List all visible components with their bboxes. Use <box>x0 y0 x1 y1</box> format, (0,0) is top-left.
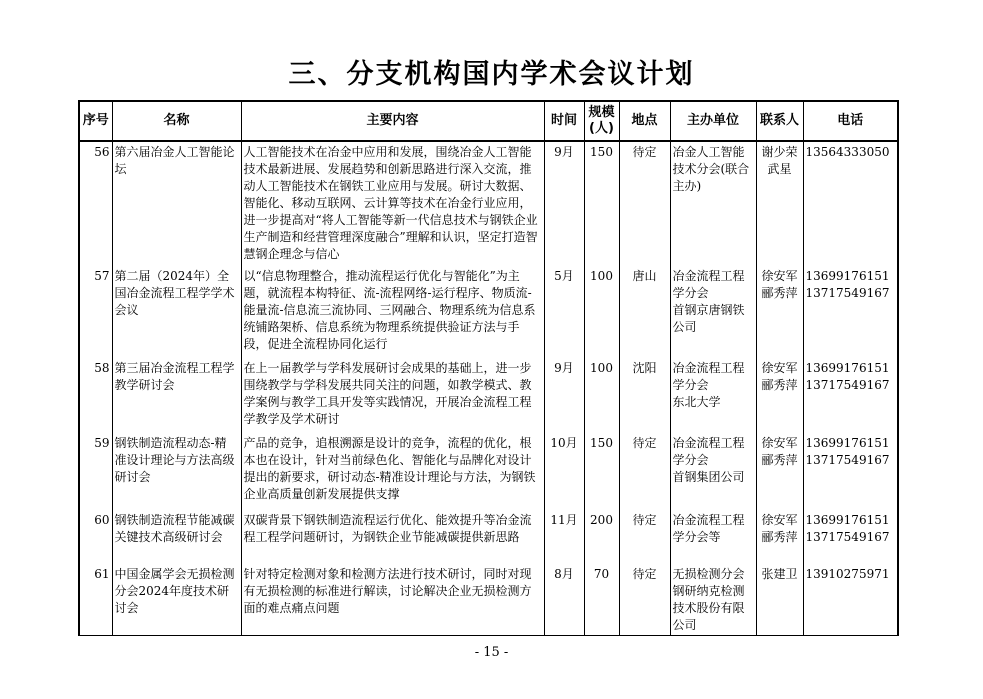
contact-cell <box>756 141 803 266</box>
phone-cell <box>803 564 898 636</box>
phone-number: 13717549167 <box>805 530 890 544</box>
phone-number: 13699176151 <box>805 436 890 450</box>
phone-cell <box>803 510 898 564</box>
conference-plan-table <box>78 100 899 636</box>
conference-content: 产品的竞争，追根溯源是设计的竞争，流程的优化，根本也在设计，针对当前绿色化、智能化与品牌化对设计提出的新要求，研讨动态-精准设计理论与方法，为钢铁企业高质量创新发展提供支撑 <box>241 433 544 510</box>
conference-name: 钢铁制造流程动态-精准设计理论与方法高级研讨会 <box>112 433 241 510</box>
conference-scale: 150 <box>584 433 619 510</box>
phone-number: 13699176151 <box>805 513 890 527</box>
conference-time: 9月 <box>544 141 584 266</box>
conference-time: 8月 <box>544 564 584 636</box>
conference-scale: 70 <box>584 564 619 636</box>
conference-content: 以“信息物理整合，推动流程运行优化与智能化”为主题，就流程本构特征、流-流程网络-运行程序、物质流-能量流-信息流三流协同、三网融合、物理系统为信息系统铺路架桥、信息系统为物理系统提供验证方法与手段，促进全流程协同化运行 <box>241 266 544 358</box>
contact-cell <box>756 433 803 510</box>
conference-content: 针对特定检测对象和检测方法进行技术研讨，同时对现有无损检测的标准进行解读，讨论解决企业无损检测方面的难点痛点问题 <box>241 564 544 636</box>
contact-person: 徐安军 <box>761 513 798 527</box>
conference-scale: 150 <box>584 141 619 266</box>
header-place: 地点 <box>619 101 670 141</box>
conference-content: 在上一届教学与学科发展研讨会成果的基础上，进一步围绕教学与学科发展共同关注的问题，如教学模式、教学案例与教学工具开发等实践情况，开展冶金流程工程学教学及学术研讨 <box>241 358 544 433</box>
phone-cell <box>803 433 898 510</box>
contact-person: 郦秀萍 <box>761 530 798 544</box>
phone-number: 13717549167 <box>805 286 890 300</box>
table-row <box>79 564 898 636</box>
conference-place: 待定 <box>619 564 670 636</box>
contact-person: 徐安军 <box>761 361 798 375</box>
contact-cell <box>756 510 803 564</box>
conference-time: 5月 <box>544 266 584 358</box>
row-number: 56 <box>79 141 112 266</box>
header-name: 名称 <box>112 101 241 141</box>
conference-name: 第三届冶金流程工程学教学研讨会 <box>112 358 241 433</box>
conference-scale: 100 <box>584 358 619 433</box>
conference-organizer: 冶金人工智能技术分会(联合主办) <box>670 141 756 266</box>
conference-content: 人工智能技术在冶金中应用和发展，围绕冶金人工智能技术最新进展、发展趋势和创新思路进行深入交流，推动人工智能技术在钢铁工业应用与发展。研讨大数据、智能化、移动互联网、云计算等技术在冶金行业应用，进一步提高对“将人工智能等新一代信息技术与钢铁企业生产制造和经营管理深度融合”理解和认识，坚定打造智慧钢企理念与信心 <box>241 141 544 266</box>
conference-place: 待定 <box>619 433 670 510</box>
table-row <box>79 358 898 433</box>
contact-person: 郦秀萍 <box>761 453 798 467</box>
phone-cell <box>803 141 898 266</box>
conference-content: 双碳背景下钢铁制造流程运行优化、能效提升等冶金流程工程学问题研讨，为钢铁企业节能减碳提供新思路 <box>241 510 544 564</box>
conference-place: 待定 <box>619 510 670 564</box>
contact-cell <box>756 564 803 636</box>
row-number: 57 <box>79 266 112 358</box>
row-number: 59 <box>79 433 112 510</box>
contact-person: 郦秀萍 <box>761 378 798 392</box>
phone-number: 13699176151 <box>805 361 890 375</box>
conference-place: 待定 <box>619 141 670 266</box>
phone-number: 13564333050 <box>805 145 890 159</box>
phone-number: 13910275971 <box>805 567 890 581</box>
contact-person: 徐安军 <box>761 436 798 450</box>
page-number: - 15 - <box>474 645 509 660</box>
phone-number: 13717549167 <box>805 453 890 467</box>
phone-cell <box>803 358 898 433</box>
conference-time: 9月 <box>544 358 584 433</box>
header-time: 时间 <box>544 101 584 141</box>
header-contact: 联系人 <box>756 101 803 141</box>
conference-organizer: 无损检测分会 钢研纳克检测技术股份有限公司 <box>670 564 756 636</box>
conference-name: 钢铁制造流程节能减碳关键技术高级研讨会 <box>112 510 241 564</box>
table-row <box>79 433 898 510</box>
conference-organizer: 冶金流程工程学分会 首钢京唐钢铁公司 <box>670 266 756 358</box>
table-row <box>79 510 898 564</box>
contact-person: 徐安军 <box>761 269 798 283</box>
phone-cell <box>803 266 898 358</box>
phone-number: 13717549167 <box>805 378 890 392</box>
conference-organizer: 冶金流程工程学分会 首钢集团公司 <box>670 433 756 510</box>
phone-number: 13699176151 <box>805 269 890 283</box>
row-number: 60 <box>79 510 112 564</box>
header-organizer: 主办单位 <box>670 101 756 141</box>
conference-place: 沈阳 <box>619 358 670 433</box>
conference-organizer: 冶金流程工程学分会等 <box>670 510 756 564</box>
contact-cell <box>756 358 803 433</box>
page-title: 三、分支机构国内学术会议计划 <box>288 59 695 90</box>
header-phone: 电话 <box>803 101 898 141</box>
contact-cell <box>756 266 803 358</box>
conference-scale: 100 <box>584 266 619 358</box>
conference-time: 11月 <box>544 510 584 564</box>
table-header-row <box>79 101 898 141</box>
table-row <box>79 141 898 266</box>
contact-person: 武星 <box>767 162 792 176</box>
conference-time: 10月 <box>544 433 584 510</box>
conference-name: 第六届冶金人工智能论坛 <box>112 141 241 266</box>
conference-scale: 200 <box>584 510 619 564</box>
row-number: 61 <box>79 564 112 636</box>
contact-person: 谢少荣 <box>761 145 798 159</box>
row-number: 58 <box>79 358 112 433</box>
header-no: 序号 <box>79 101 112 141</box>
conference-organizer: 冶金流程工程学分会 东北大学 <box>670 358 756 433</box>
contact-person: 张建卫 <box>761 567 798 581</box>
table-row <box>79 266 898 358</box>
conference-name: 中国金属学会无损检测分会2024年度技术研讨会 <box>112 564 241 636</box>
header-content: 主要内容 <box>241 101 544 141</box>
contact-person: 郦秀萍 <box>761 286 798 300</box>
header-scale: 规模 (人) <box>584 101 619 141</box>
conference-name: 第二届（2024年）全国冶金流程工程学学术会议 <box>112 266 241 358</box>
conference-place: 唐山 <box>619 266 670 358</box>
